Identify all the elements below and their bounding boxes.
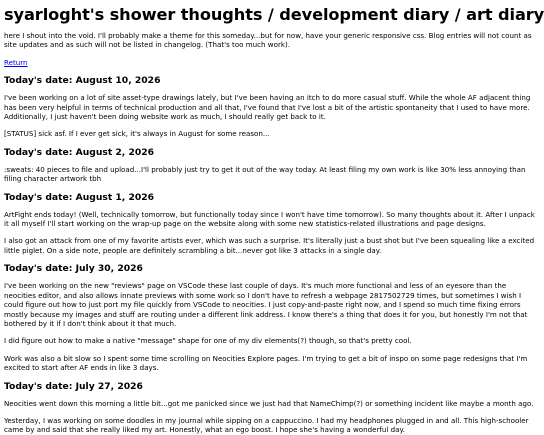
entry-paragraph: ArtFight ends today! (Well, technically tomorrow, but functionally today since I won't have time tomorrow). So many thoughts about it. After I unpack it all myself I'll start working on the wrap-up page on the website along with some new statistics-related illustrations and page designs. (4, 209, 535, 229)
entry (4, 192, 536, 256)
entry-paragraph: I did figure out how to make a native "message" shape for one of my div elements(?) though, so that's pretty cool. (4, 336, 412, 346)
entry (4, 381, 536, 435)
entry (4, 263, 536, 372)
entry-paragraph: Yesterday, I was working on some doodles in my journal while sipping on a cappuccino. I had my headphones plugged in and all. This high-schooler came by and said that she really liked my art. Honestly, what an ego boost. I hope she's having a wonderful day. (4, 415, 529, 435)
entry-date: Today's date: August 10, 2026 (4, 75, 161, 87)
intro-text: here I shout into the void. I'll probably make a theme for this someday...but for now, have your generic responsive css. Blog entries will not count as site updates and as such will not be listed in changelog. (That's too much work). (4, 31, 532, 50)
entry-paragraph: I've been working on the new "reviews" page on VSCode these last couple of days. It's much more functional and less of an eyesore than the neocities editor, and also allows innate previews with some work so I don't have to refresh a webpage 2817502729 times, but sometimes I wish I could figure out how to just port my file quickly from VSCode to neocities. I just copy-and-paste right now, and I spend so much time fixing errors mostly because my images and stuff are routing under a different link address. I know there's a thing that does it for you, but honestly I'm not that bothered by it if I don't think about it that much. (4, 281, 528, 328)
entry-date: Today's date: July 27, 2026 (4, 380, 143, 392)
entry-paragraph: Neocities went down this morning a little bit...got me panicked since we just had that NameChimp(?) or something incident like maybe a month ago. (4, 398, 534, 408)
entry-date: Today's date: August 2, 2026 (4, 146, 155, 158)
entry-paragraph: Work was also a bit slow so I spent some time scrolling on Neocities Explore pages. I'm trying to get a bit of inspo on some page redesigns that I'm excited to start after AF ends in like 3 days. (4, 353, 528, 373)
entry-paragraph: [STATUS] sick asf. If I ever get sick, it's always in August for some reason... (4, 129, 270, 139)
return-row (4, 58, 536, 67)
entry-paragraph: I also got an attack from one of my favorite artists ever, which was such a surprise. It's literally just a bust shot but I've been squealing like a excited little piglet. On a side note, people are definitely scrambling a bit...never got like 3 attacks in a single day. (4, 236, 535, 255)
entry-paragraph: :sweats: 40 pieces to file and upload...I'll probably just try to get it out of the way today. At least filing my own work is like 30% less annoying than filing character artwork tbh (4, 164, 526, 184)
entry-date: Today's date: August 1, 2026 (4, 191, 155, 203)
entry-date: Today's date: July 30, 2026 (4, 263, 143, 275)
entry (4, 75, 536, 139)
entry (4, 147, 536, 184)
entry-paragraph: I've been working on a lot of site asset-type drawings lately, but I've been having an itch to do more casual stuff. While the whole AF adjacent thing has been very helpful in terms of technical production and all that, I've found that I've lost a bit of the artistic spontaneity that I used to have more. Additionally, I just haven't been doing website work as much, I should really get back to it. (4, 93, 531, 122)
return-link[interactable]: Return (4, 57, 28, 67)
page-title: syarloght's shower thoughts / development diary / art diary (4, 5, 544, 24)
